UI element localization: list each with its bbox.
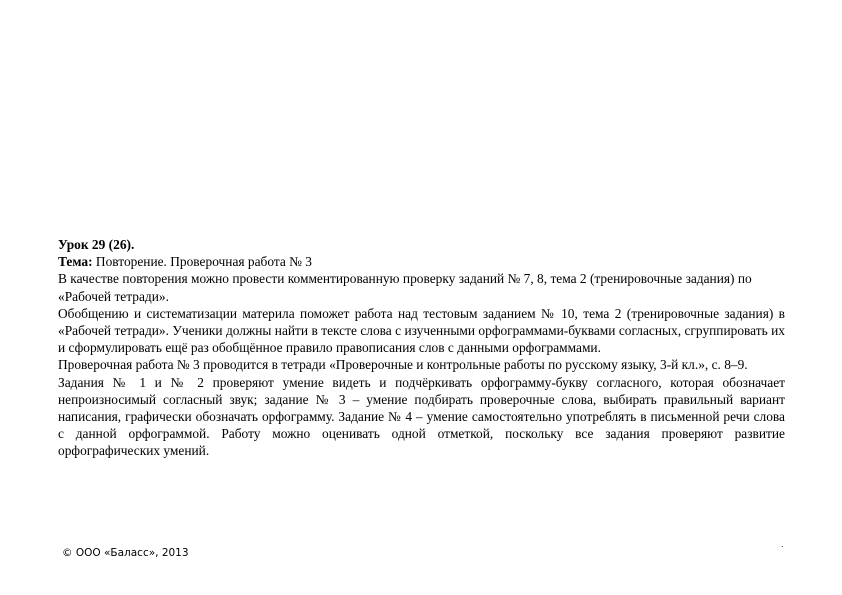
page-mark: . <box>781 540 784 549</box>
paragraph-generalization: Обобщению и систематизации материла поможет работа над тестовым заданием № 10, тема 2 (тренировочные задания) в «Рабочей тетради». Ученики должны найти в тексте слова с изученными орфограммами-буквами согласных, сгруппировать их и сформулировать ещё раз обобщённое правило правописания слов с данными орфограммами. <box>58 305 785 356</box>
topic-text: Повторение. Проверочная работа № 3 <box>92 254 312 270</box>
topic-label: Тема: <box>58 254 93 270</box>
paragraph-review: В качестве повторения можно провести комментированную проверку заданий № 7, 8, тема 2 (тренировочные задания) по «Рабочей тетради». <box>58 271 752 304</box>
footer-copyright: © ООО «Баласс», 2013 <box>62 547 189 559</box>
paragraph-test-work: Проверочная работа № 3 проводится в тетради «Проверочные и контрольные работы по русскому языку, 3-й кл.», с. 8–9. <box>58 357 748 373</box>
paragraph-tasks: Задания № 1 и № 2 проверяют умение видеть и подчёркивать орфограмму-букву согласного, которая обозначает непроизносимый согласный звук; задание № 3 – умение подбирать проверочные слова, выбирать правильный вариант написания, графически обозначать орфограмму. Задание № 4 – умение самостоятельно употреблять в письменной речи слова с данной орфограммой. Работу можно оценивать одной отметкой, поскольку все задания проверяют развитие орфографических умений. <box>58 374 785 459</box>
lesson-content <box>58 236 785 460</box>
lesson-topic <box>58 253 785 270</box>
lesson-heading: Урок 29 (26). <box>58 237 135 252</box>
